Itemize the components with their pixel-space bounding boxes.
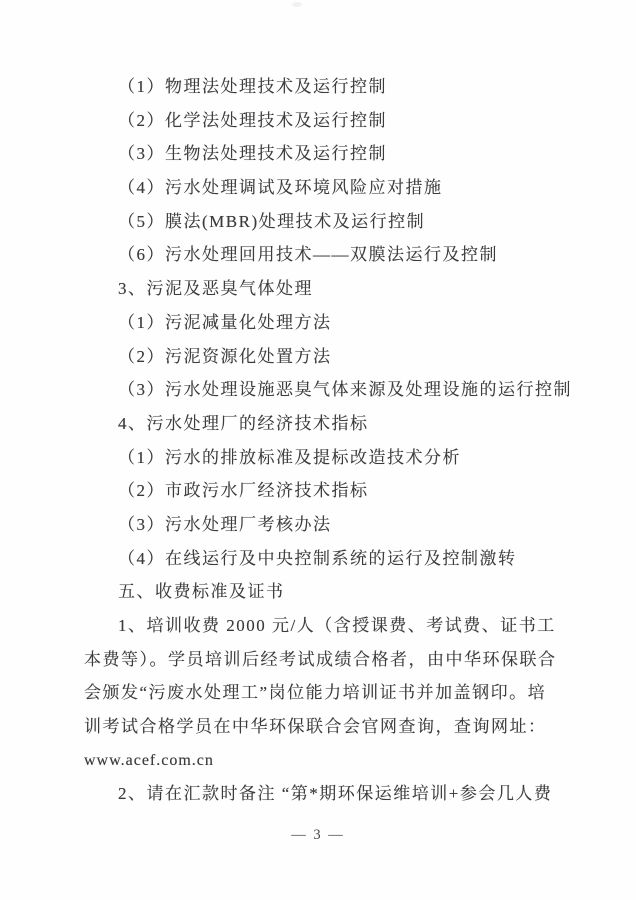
text-line: 3、污泥及恶臭气体处理 [118, 279, 313, 299]
text-line: （3）生物法处理技术及运行控制 [118, 144, 387, 164]
text-line: 1、培训收费 2000 元/人（含授课费、考试费、证书工 [118, 616, 556, 635]
text-line: （4）在线运行及中央控制系统的运行及控制激转 [118, 548, 517, 568]
page-number: — 3 — [291, 827, 345, 843]
text-line: （1）污泥减量化处理方法 [118, 312, 332, 332]
text-line: （5）膜法(MBR)处理技术及运行控制 [118, 211, 426, 231]
text-line: （3）污水处理厂考核办法 [118, 514, 332, 534]
text-line: （2）市政污水厂经济技术指标 [118, 481, 369, 501]
text-line: （3）污水处理设施恶臭气体来源及处理设施的运行控制 [118, 380, 572, 400]
text-line: （2）化学法处理技术及运行控制 [118, 110, 387, 130]
text-line: 训考试合格学员在中华环保联合会官网查询，查询网址： [84, 717, 547, 737]
text-block [84, 70, 572, 811]
text-line: 4、污水处理厂的经济技术指标 [118, 413, 369, 433]
text-line: （1）物理法处理技术及运行控制 [118, 77, 387, 96]
text-line: 五、收费标准及证书 [118, 582, 285, 602]
text-line: 2、请在汇款时备注 “第*期环保运维培训+参会几人费 [118, 784, 553, 804]
text-line: （2）污泥资源化处置方法 [118, 346, 332, 366]
scan-artifact [292, 2, 302, 7]
text-line: （1）污水的排放标准及提标改造技术分析 [118, 447, 461, 467]
text-line: （4）污水处理调试及环境风险应对措施 [118, 178, 443, 198]
text-line: 本费等）。学员培训后经考试成绩合格者，由中华环保联合 [84, 649, 557, 669]
text-line: 会颁发“污废水处理工”岗位能力培训证书并加盖钢印。培 [84, 683, 547, 703]
text-line: www.acef.com.cn [84, 751, 214, 769]
text-line: （6）污水处理回用技术——双膜法运行及控制 [118, 245, 498, 265]
